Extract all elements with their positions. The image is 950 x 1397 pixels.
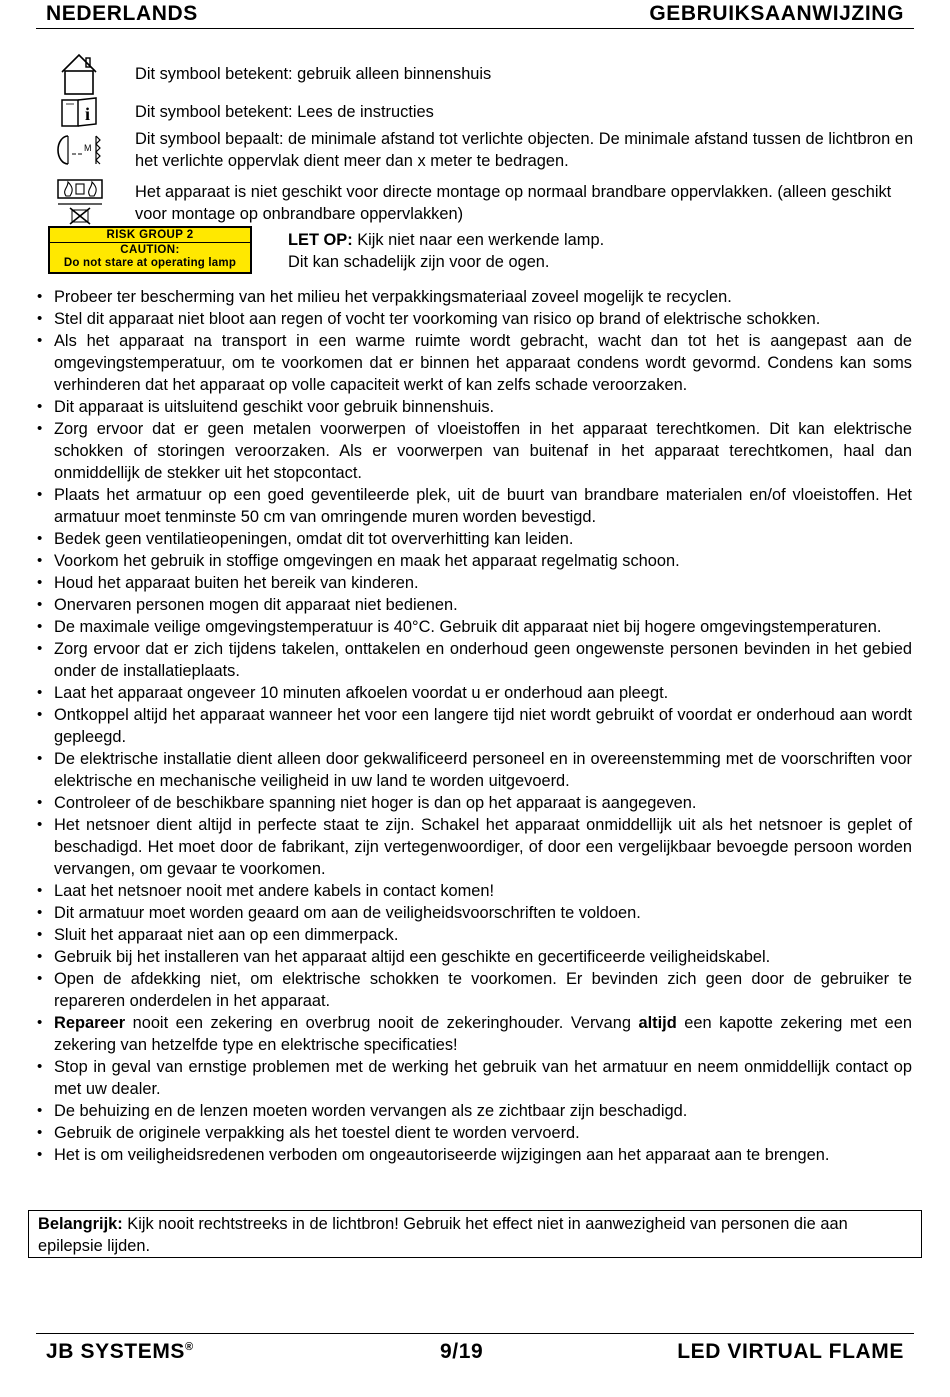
page-number: 9/19: [440, 1340, 484, 1363]
safety-list: [36, 286, 912, 1166]
let-op-label: LET OP:: [288, 231, 353, 249]
let-op-line-2: Dit kan schadelijk zijn voor de ogen.: [288, 253, 550, 271]
important-text: Kijk nooit rechtstreeks in de lichtbron! Gebruik het effect niet in aanwezigheid van personen die aan epilepsie lijden.: [38, 1215, 848, 1255]
footer-brand: JB SYSTEMS®: [46, 1340, 194, 1363]
list-item: • Bedek geen ventilatieopeningen, omdat dit tot oververhitting kan leiden.: [36, 528, 912, 550]
risk-group-title: RISK GROUP 2: [50, 228, 250, 243]
minimum-distance-icon: [56, 130, 108, 175]
no-flammable-surface-icon: [56, 178, 108, 231]
list-item: • Zorg ervoor dat er zich tijdens takelen, onttakelen en onderhoud geen ongewenste personen bevinden in het gebied onder de installatieplaats.: [36, 638, 912, 682]
footer-product: LED VIRTUAL FLAME: [677, 1340, 904, 1363]
list-item: • Controleer of de beschikbare spanning niet hoger is dan op het apparaat is aangegeven.: [36, 792, 912, 814]
list-item: • Laat het apparaat ongeveer 10 minuten afkoelen voordat u er onderhoud aan pleegt.: [36, 682, 912, 704]
repair-bold: Repareer: [54, 1014, 126, 1032]
list-item: • Houd het apparaat buiten het bereik van kinderen.: [36, 572, 912, 594]
risk-warning: Do not stare at operating lamp: [63, 257, 237, 269]
list-item: • Dit apparaat is uitsluitend geschikt voor gebruik binnenshuis.: [36, 396, 912, 418]
list-item: • Stop in geval van ernstige problemen met de werking het gebruik van het armatuur en neem onmiddellijk contact op met uw dealer.: [36, 1056, 912, 1100]
list-item: [36, 1012, 912, 1056]
list-item: • Stel dit apparaat niet bloot aan regen of vocht ter voorkoming van risico op brand of elektrische schokken.: [36, 308, 912, 330]
risk-caution: CAUTION:: [120, 244, 180, 256]
symbol-text-flammable: Het apparaat is niet geschikt voor directe montage op normaal brandbare oppervlakken. (alleen geschikt voor montage op onbrandbare oppervlakken): [135, 183, 892, 223]
page-header: [36, 0, 914, 29]
read-instructions-icon: [56, 96, 102, 133]
list-item: • De elektrische installatie dient alleen door gekwalificeerd personeel en in overeenstemming met de voorschriften voor elektrische en mechanische veiligheid in uw land te worden uitgevoerd.: [36, 748, 912, 792]
list-item: • Zorg ervoor dat er geen metalen voorwerpen of vloeistoffen in het apparaat terechtkomen. Dit kan elektrische schokken of storingen veroorzaken. Als er voorwerpen van buitenaf in het apparaat terechtkomen, haal dan onmiddellijk de stekker uit het stopcontact.: [36, 418, 912, 484]
risk-group-label: [48, 226, 252, 274]
symbol-text-indoor: Dit symbool betekent: gebruik alleen binnenshuis: [135, 65, 492, 83]
symbol-text-distance: Dit symbool bepaalt: de minimale afstand tot verlichte objecten. De minimale afstand tussen de lichtbron en het verlichte oppervlak dient meer dan x meter te bedragen.: [135, 130, 914, 170]
list-item: • Open de afdekking niet, om elektrische schokken te voorkomen. Er bevinden zich geen door de gebruiker te repareren onderdelen in het apparaat.: [36, 968, 912, 1012]
svg-text:i: i: [85, 104, 91, 124]
header-language: NEDERLANDS: [46, 2, 198, 25]
list-item: • Probeer ter bescherming van het milieu het verpakkingsmateriaal zoveel mogelijk te recyclen.: [36, 286, 912, 308]
important-note: [28, 1210, 922, 1258]
list-item: • Sluit het apparaat niet aan op een dimmerpack.: [36, 924, 912, 946]
registered-mark: ®: [185, 1341, 194, 1353]
list-item: • Gebruik de originele verpakking als het toestel dient te worden vervoerd.: [36, 1122, 912, 1144]
list-item: • De behuizing en de lenzen moeten worden vervangen als ze zichtbaar zijn beschadigd.: [36, 1100, 912, 1122]
distance-label: M: [84, 143, 92, 153]
let-op-warning: [288, 229, 604, 273]
list-item: • Het is om veiligheidsredenen verboden om ongeautoriseerde wijzigingen aan het apparaat aan te brengen.: [36, 1144, 912, 1166]
page-footer: [36, 1333, 914, 1374]
indoor-house-icon: [56, 52, 102, 101]
always-bold: altijd: [638, 1014, 677, 1032]
let-op-line-1: Kijk niet naar een werkende lamp.: [352, 231, 605, 249]
important-label: Belangrijk:: [38, 1215, 123, 1233]
repair-text-2: een kapotte zekering met een zekering van hetzelfde type en elektrische specificaties!: [54, 1014, 912, 1054]
list-item: • Als het apparaat na transport in een warme ruimte wordt gebracht, wacht dan tot het is aangepast aan de omgevingstemperatuur, om te voorkomen dat er binnen het apparaat condens wordt gevormd. Condens kan soms verhinderen dat het apparaat op volle capaciteit werkt of kan zelfs schade veroorzaken.: [36, 330, 912, 396]
symbol-text-instructions: Dit symbool betekent: Lees de instructies: [135, 103, 434, 121]
list-item: • Het netsnoer dient altijd in perfecte staat te zijn. Schakel het apparaat onmiddellijk uit als het netsnoer is geplet of beschadigd. Het moet door de fabrikant, zijn vertegenwoordiger, of door een vergelijkbaar bevoegde persoon worden vervangen, om gevaar te voorkomen.: [36, 814, 912, 880]
list-item: • Ontkoppel altijd het apparaat wanneer het voor een langere tijd niet wordt gebruikt of voordat er onderhoud aan wordt gepleegd.: [36, 704, 912, 748]
repair-text-1: nooit een zekering en overbrug nooit de zekeringhouder. Vervang: [125, 1014, 639, 1032]
list-item: • De maximale veilige omgevingstemperatuur is 40°C. Gebruik dit apparaat niet bij hogere omgevingstemperaturen.: [36, 616, 912, 638]
list-item: • Voorkom het gebruik in stoffige omgevingen en maak het apparaat regelmatig schoon.: [36, 550, 912, 572]
list-item: • Onervaren personen mogen dit apparaat niet bedienen.: [36, 594, 912, 616]
list-item: • Gebruik bij het installeren van het apparaat altijd een geschikte en gecertificeerde veiligheidskabel.: [36, 946, 912, 968]
header-doc-type: GEBRUIKSAANWIJZING: [649, 2, 904, 25]
list-item: • Laat het netsnoer nooit met andere kabels in contact komen!: [36, 880, 912, 902]
list-item: • Dit armatuur moet worden geaard om aan de veiligheidsvoorschriften te voldoen.: [36, 902, 912, 924]
list-item: • Plaats het armatuur op een goed geventileerde plek, uit de buurt van brandbare materialen en/of vloeistoffen. Het armatuur moet tenminste 50 cm van omringende muren worden bevestigd.: [36, 484, 912, 528]
